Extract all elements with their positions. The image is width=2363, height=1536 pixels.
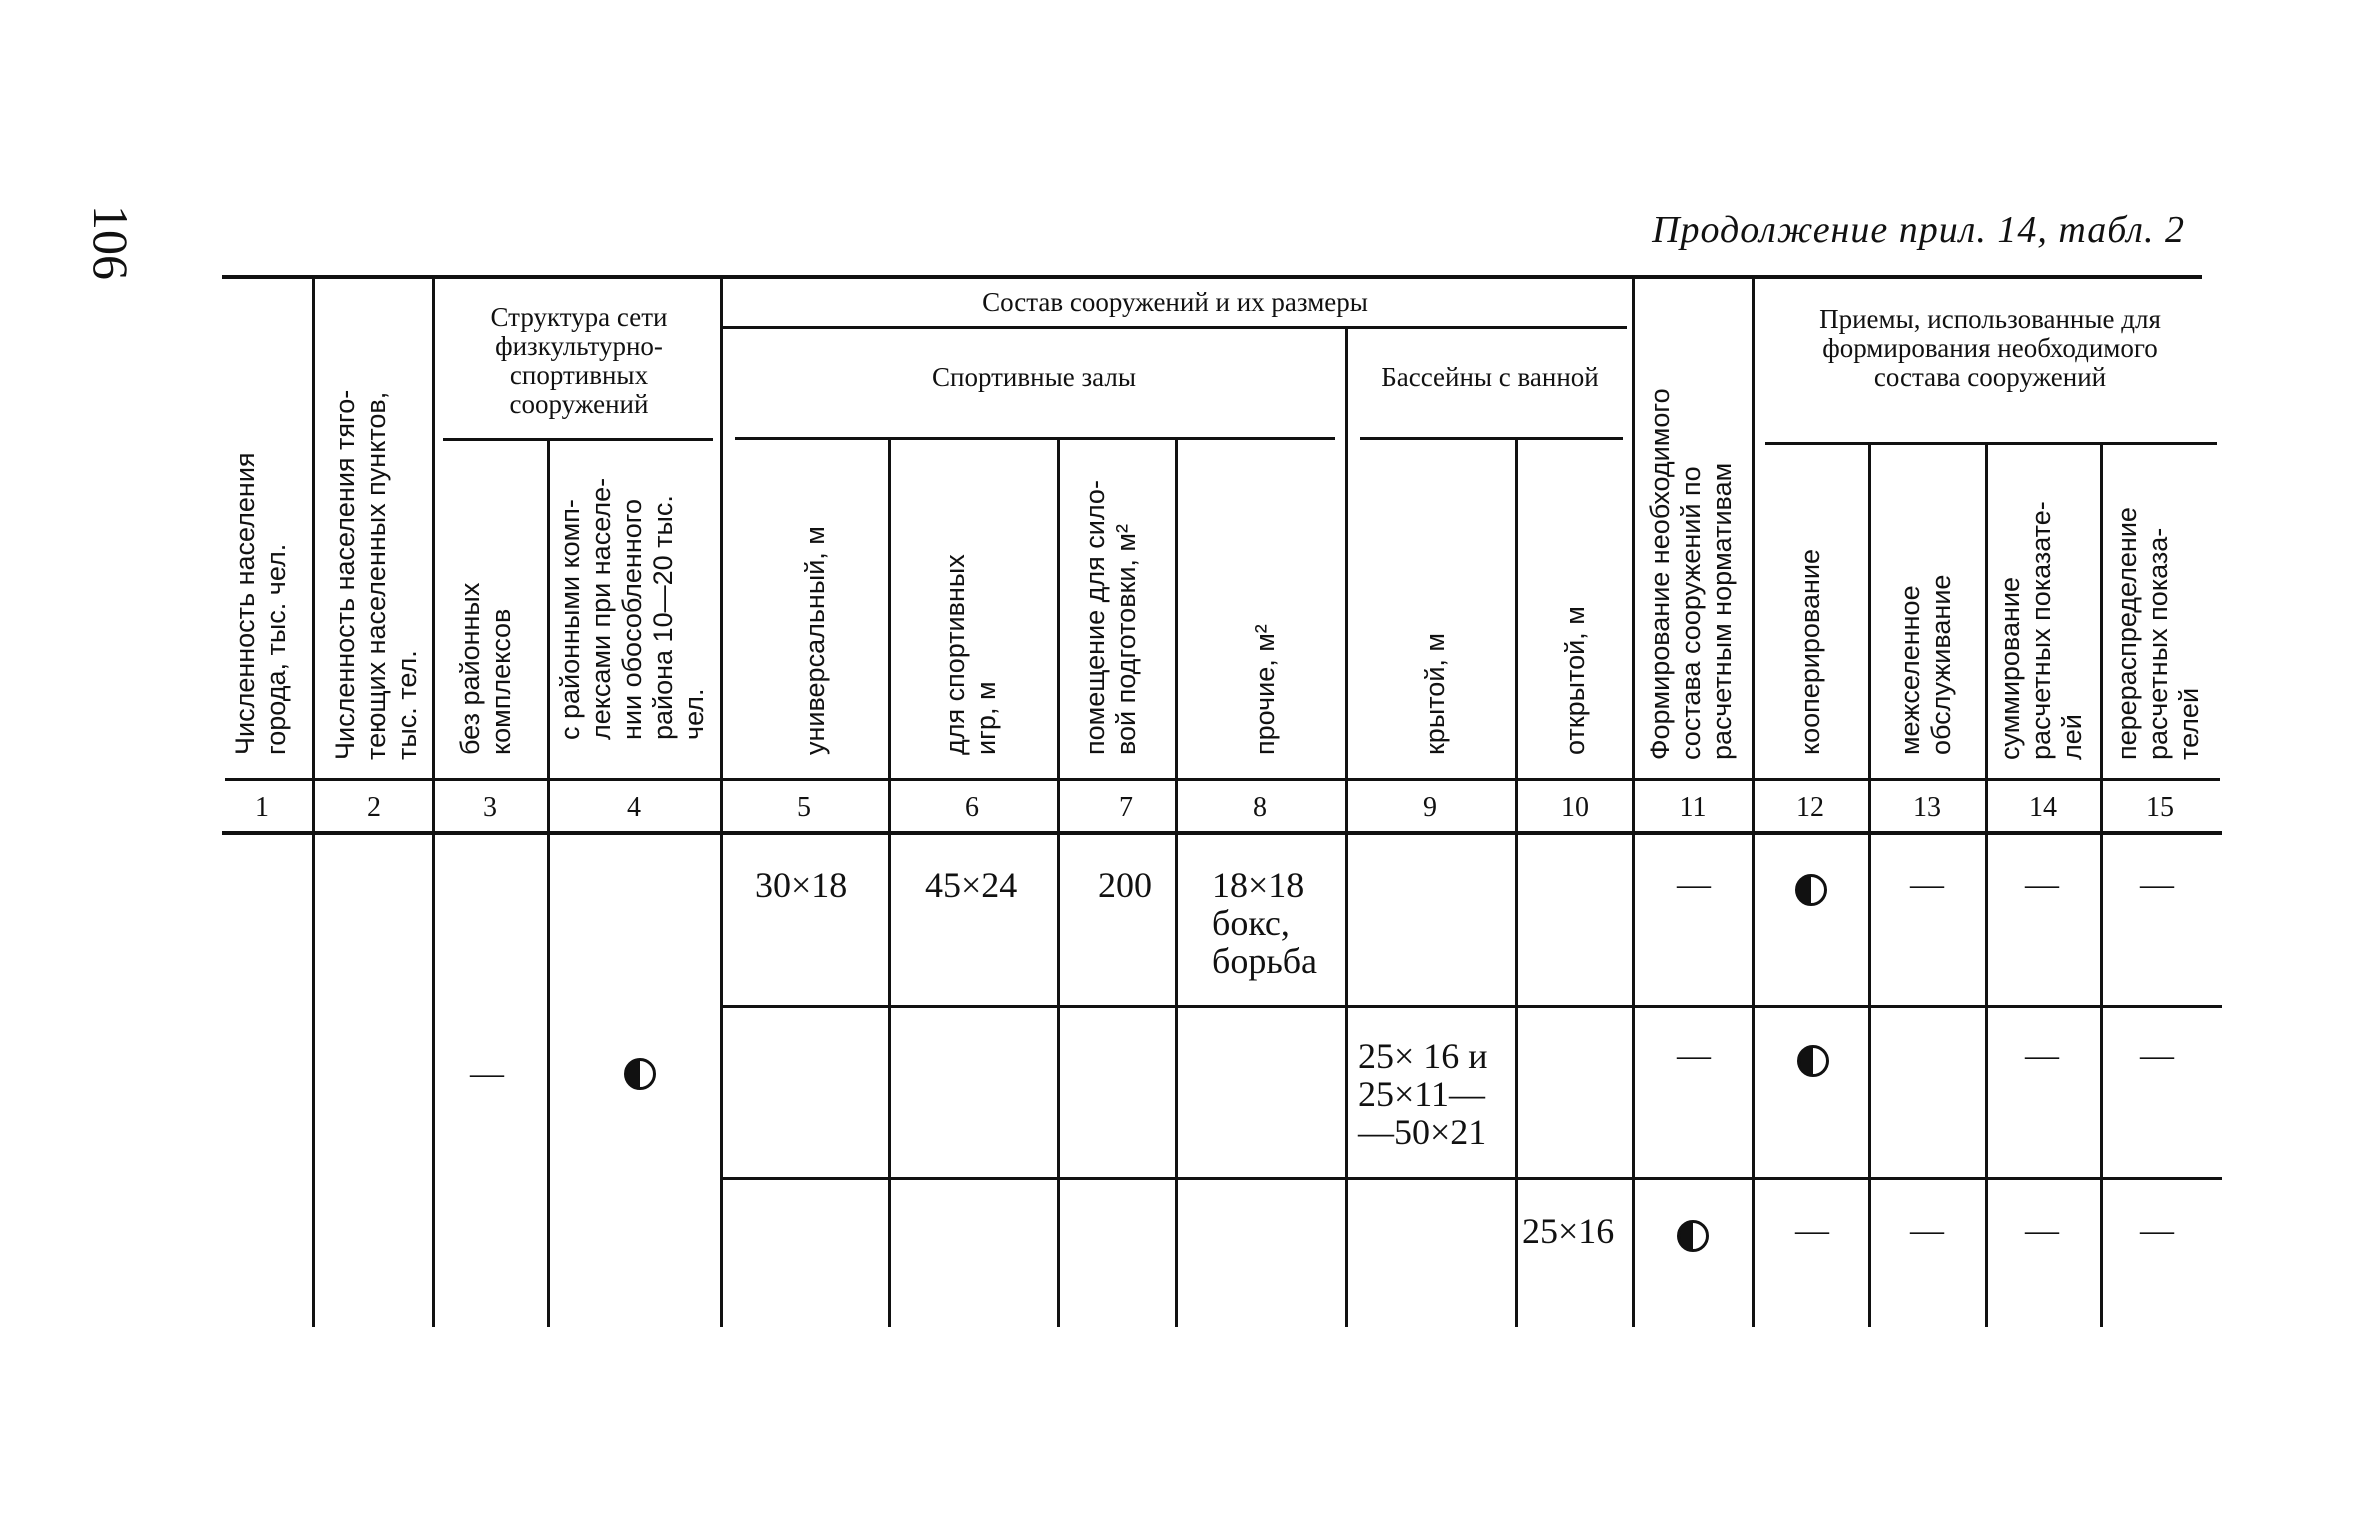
header-col-13: межселенное обслуживание [1895, 574, 1956, 755]
col-divider [432, 277, 435, 1327]
col-divider [1868, 444, 1871, 1327]
column-number: 1 [255, 792, 269, 823]
rule-row2 [722, 1177, 2222, 1180]
col-divider [1057, 440, 1060, 1327]
rule-header-bottom [225, 778, 2220, 781]
cell-r1-c8: 18×18 бокс, борьба [1212, 865, 1318, 981]
col-divider [2100, 444, 2103, 1327]
column-number: 15 [2146, 792, 2174, 823]
cell-r1-c11: — [1677, 866, 1711, 903]
header-col-1: Численность населения города, тыс. чел. [230, 452, 291, 755]
column-number: 2 [367, 792, 381, 823]
half-circle-icon [1795, 874, 1827, 906]
col-divider [1345, 328, 1348, 1327]
cell-r1-c15: — [2140, 866, 2174, 903]
half-circle-icon [1797, 1045, 1829, 1077]
cell-r1-c7: 200 [1098, 865, 1152, 905]
cell-r1-c5: 30×18 [755, 865, 848, 905]
table-caption: Продолжение прил. 14, табл. 2 [1652, 209, 2185, 251]
column-number: 14 [2029, 792, 2057, 823]
header-col-14: суммирование расчетных показате- лей [1995, 501, 2087, 760]
rule-structure [443, 438, 713, 441]
cell-r3-c14: — [2025, 1212, 2059, 1249]
cell-r2-c15: — [2140, 1037, 2174, 1074]
column-number: 5 [797, 792, 811, 823]
col-divider [720, 277, 723, 1327]
rule-methods [1765, 442, 2217, 445]
rule-numbers-bottom [222, 831, 2222, 835]
header-halls: Спортивные залы [932, 362, 1136, 392]
cell-r1-c6: 45×24 [925, 865, 1018, 905]
column-number: 4 [627, 792, 641, 823]
cell-r3-c15: — [2140, 1212, 2174, 1249]
col-divider [1752, 277, 1755, 1327]
cell-r2-c9: 25× 16 и 25×11— —50×21 [1358, 1036, 1488, 1152]
header-composition: Состав сооружений и их размеры [982, 287, 1368, 317]
col3-dash: — [470, 1055, 504, 1092]
header-col-10: открытой, м [1560, 606, 1590, 755]
half-circle-icon [1677, 1220, 1709, 1252]
cell-r3-c13: — [1910, 1212, 1944, 1249]
column-number: 12 [1796, 792, 1824, 823]
header-col-12: кооперирование [1795, 549, 1825, 755]
header-col-9: крытой, м [1420, 633, 1450, 755]
col-divider [1515, 440, 1518, 1327]
col-divider [1632, 277, 1635, 1327]
header-col-6: для спортивных игр, м [940, 554, 1001, 755]
col-divider [1175, 440, 1178, 1327]
cell-r3-c10: 25×16 [1522, 1211, 1615, 1251]
column-number: 7 [1119, 792, 1133, 823]
rule-row1 [722, 1005, 2222, 1008]
cell-r1-c14: — [2025, 866, 2059, 903]
column-number: 8 [1253, 792, 1267, 823]
header-pools: Бассейны с ванной [1381, 362, 1599, 392]
col-divider [547, 440, 550, 1327]
rule-composition [722, 326, 1627, 329]
header-col-8: прочие, м² [1250, 624, 1280, 755]
column-number: 13 [1913, 792, 1941, 823]
table-top-rule [222, 275, 2202, 279]
header-col-11: Формирование необходимого состава сооружений по расчетным нормативам [1645, 388, 1737, 760]
column-number: 11 [1679, 792, 1707, 823]
header-col-3: без районных комплексов [455, 582, 516, 755]
column-number: 10 [1561, 792, 1589, 823]
column-number: 6 [965, 792, 979, 823]
rule-pools [1360, 437, 1623, 440]
header-methods: Приемы, использованные для формирования необходимого состава сооружений [1819, 304, 2161, 392]
cell-r2-c14: — [2025, 1037, 2059, 1074]
rule-halls [735, 437, 1335, 440]
header-col-5: универсальный, м [800, 526, 830, 755]
header-col-4: с районными комп- лексами при населе- нии обособленного района 10—20 тыс. чел. [555, 477, 709, 740]
header-col-2: Численность населения тяго- теющих населенных пунктов, тыс. тел. [330, 389, 422, 760]
cell-r1-c13: — [1910, 866, 1944, 903]
cell-r2-c11: — [1677, 1037, 1711, 1074]
cell-r3-c12: — [1795, 1212, 1829, 1249]
column-number: 3 [483, 792, 497, 823]
column-number: 9 [1423, 792, 1437, 823]
col-divider [888, 440, 891, 1327]
header-structure: Структура сети физкультурно-спортивных сооружений [490, 302, 668, 419]
header-col-15: перераспределение расчетных показа- телей [2112, 507, 2204, 760]
half-circle-icon [624, 1058, 656, 1090]
col-divider [1985, 444, 1988, 1327]
header-col-7: помещение для сило- вой подготовки, м² [1080, 480, 1141, 755]
page-number: 106 [83, 205, 139, 280]
col-divider [312, 277, 315, 1327]
